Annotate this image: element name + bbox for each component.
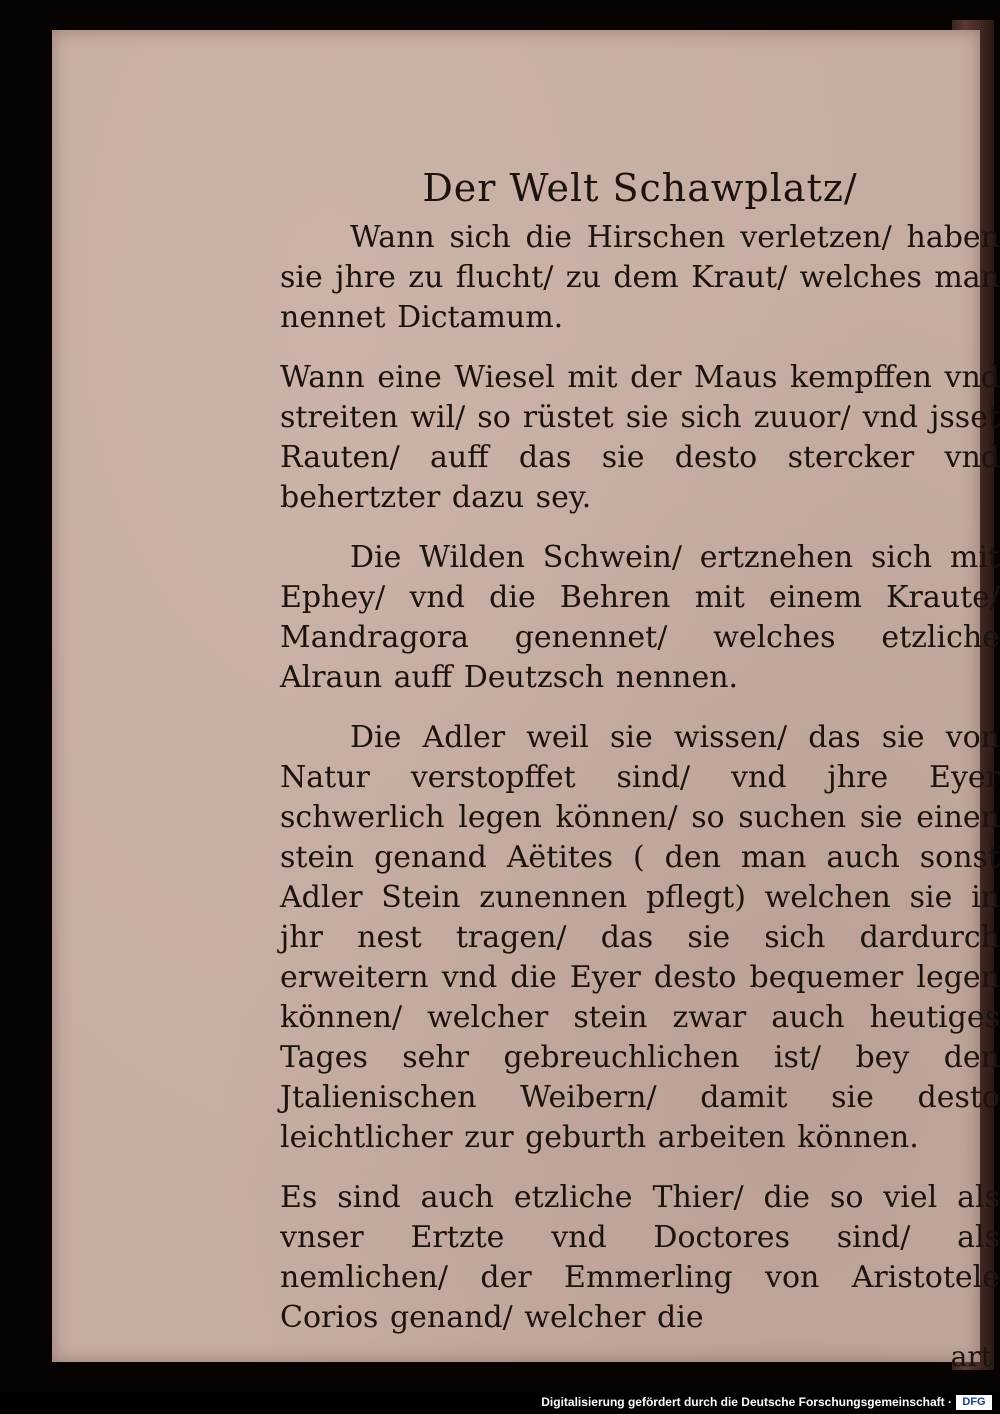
- funding-credit: Digitalisierung gefördert durch die Deutsche Forschungsgemeinschaft ·: [541, 1395, 952, 1409]
- text-block: [280, 130, 1000, 1376]
- paragraph-4: Die Adler weil sie wissen/ das sie von Natur verstopffet sind/ vnd jhre Eyer schwerlich legen können/ so suchen sie einen stein genand Aëtites ( den man auch sonst Adler Stein zunennen pflegt) welchen sie in jhr nest tragen/ das sie sich dardurch erweitern vnd die Eyer desto bequemer legen können/ welcher stein zwar auch heutiges Tages sehr gebreuchlichen ist/ bey den Jtalienischen Weibern/ damit sie desto leichtlicher zur geburth arbeiten können.: [280, 720, 1000, 1155]
- book-page: [52, 30, 1000, 1373]
- paragraph-1: Wann sich die Hirschen verletzen/ haben sie jhre zu flucht/ zu dem Kraut/ welches man nennet Dictamum.: [280, 220, 1000, 335]
- paragraph-2: Wann eine Wiesel mit der Maus kempffen vnd streiten wil/ so rüstet sie sich zuuor/ vnd jsset Rauten/ auff das sie desto stercker vnd behertzter dazu sey.: [280, 360, 1000, 515]
- page-heading: Der Welt Schawplatz/: [422, 166, 858, 210]
- paragraph-5: Es sind auch etzliche Thier/ die so viel als vnser Ertzte vnd Doctores sind/ als nemlichen/ der Emmerling von Aristotele Corios genand/ welcher die: [280, 1180, 1000, 1335]
- catchword: art: [950, 1340, 992, 1373]
- footer-bar: [0, 1392, 1000, 1414]
- dfg-logo-icon: DFG: [956, 1395, 992, 1410]
- paragraph-3: Die Wilden Schwein/ ertznehen sich mit Ephey/ vnd die Behren mit einem Kraute/ Mandragora genennet/ welches etzliche Alraun auff Deutzsch nennen.: [280, 540, 1000, 695]
